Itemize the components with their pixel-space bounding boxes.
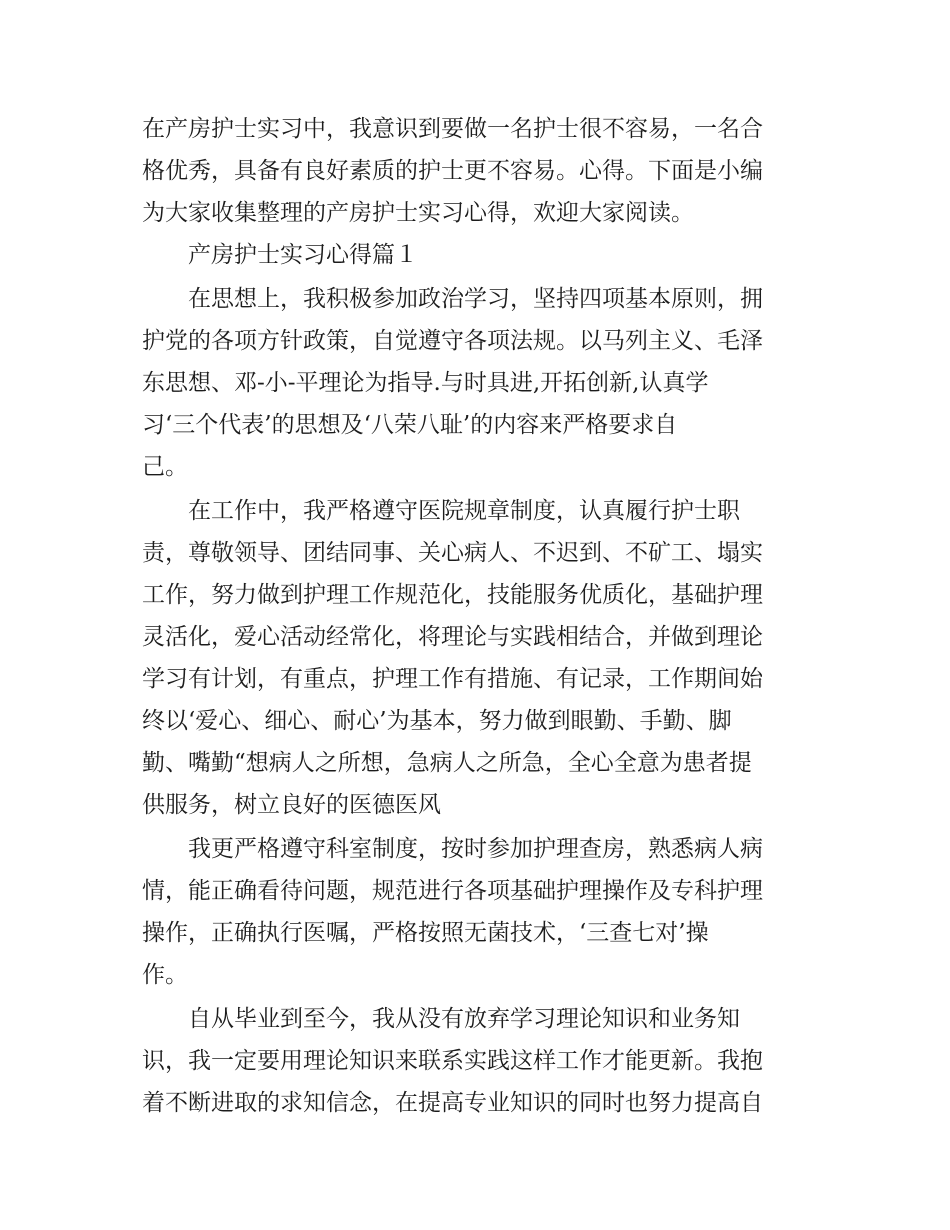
text-line: 作。	[142, 962, 188, 988]
text-line: 工作，努力做到护理工作规范化，技能服务优质化，基础护理	[142, 582, 763, 608]
text-line: 我更严格遵守科室制度，按时参加护理查房，熟悉病人病	[188, 836, 763, 862]
text-line: 在工作中，我严格遵守医院规章制度，认真履行护士职	[188, 498, 740, 524]
section-heading: 产房护士实习心得篇１	[188, 242, 418, 268]
text-line: 己。	[142, 454, 188, 480]
text-line: 着不断进取的求知信念，在提高专业知识的同时也努力提高自	[142, 1090, 763, 1116]
text-line: 情，能正确看待问题，规范进行各项基础护理操作及专科护理	[142, 878, 763, 904]
text-line: 终以‘爱心、细心、耐心’为基本，努力做到眼勤、手勤、脚	[142, 708, 732, 734]
text-line: 识，我一定要用理论知识来联系实践这样工作才能更新。我抱	[142, 1048, 763, 1074]
text-line: 操作，正确执行医嘱，严格按照无菌技术，‘三查七对’操	[142, 920, 709, 946]
text-line: 灵活化，爱心活动经常化，将理论与实践相结合，并做到理论	[142, 624, 763, 650]
text-line: 勤、嘴勤“想病人之所想，急病人之所急，全心全意为患者提	[142, 750, 752, 776]
text-line: 在思想上，我积极参加政治学习，坚持四项基本原则，拥	[188, 286, 763, 312]
text-line: 为大家收集整理的产房护士实习心得，欢迎大家阅读。	[142, 200, 694, 226]
text-line: 责，尊敬领导、团结同事、关心病人、不迟到、不矿工、塌实	[142, 540, 763, 566]
text-line: 护党的各项方针政策，自觉遵守各项法规。以马列主义、毛泽	[142, 328, 763, 354]
text-line: 供服务，树立良好的医德医风	[142, 792, 441, 818]
text-line: 学习有计划，有重点，护理工作有措施、有记录，工作期间始	[142, 666, 763, 692]
text-line: 格优秀，具备有良好素质的护士更不容易。心得。下面是小编	[142, 158, 763, 184]
text-line: 习‘三个代表’的思想及‘八荣八耻’的内容来严格要求自	[142, 412, 678, 438]
text-line: 东思想、邓-小-平理论为指导.与时具进,开拓创新,认真学	[142, 370, 709, 396]
text-line: 在产房护士实习中，我意识到要做一名护士很不容易，一名合	[142, 116, 763, 142]
text-line: 自从毕业到至今，我从没有放弃学习理论知识和业务知	[188, 1006, 740, 1032]
